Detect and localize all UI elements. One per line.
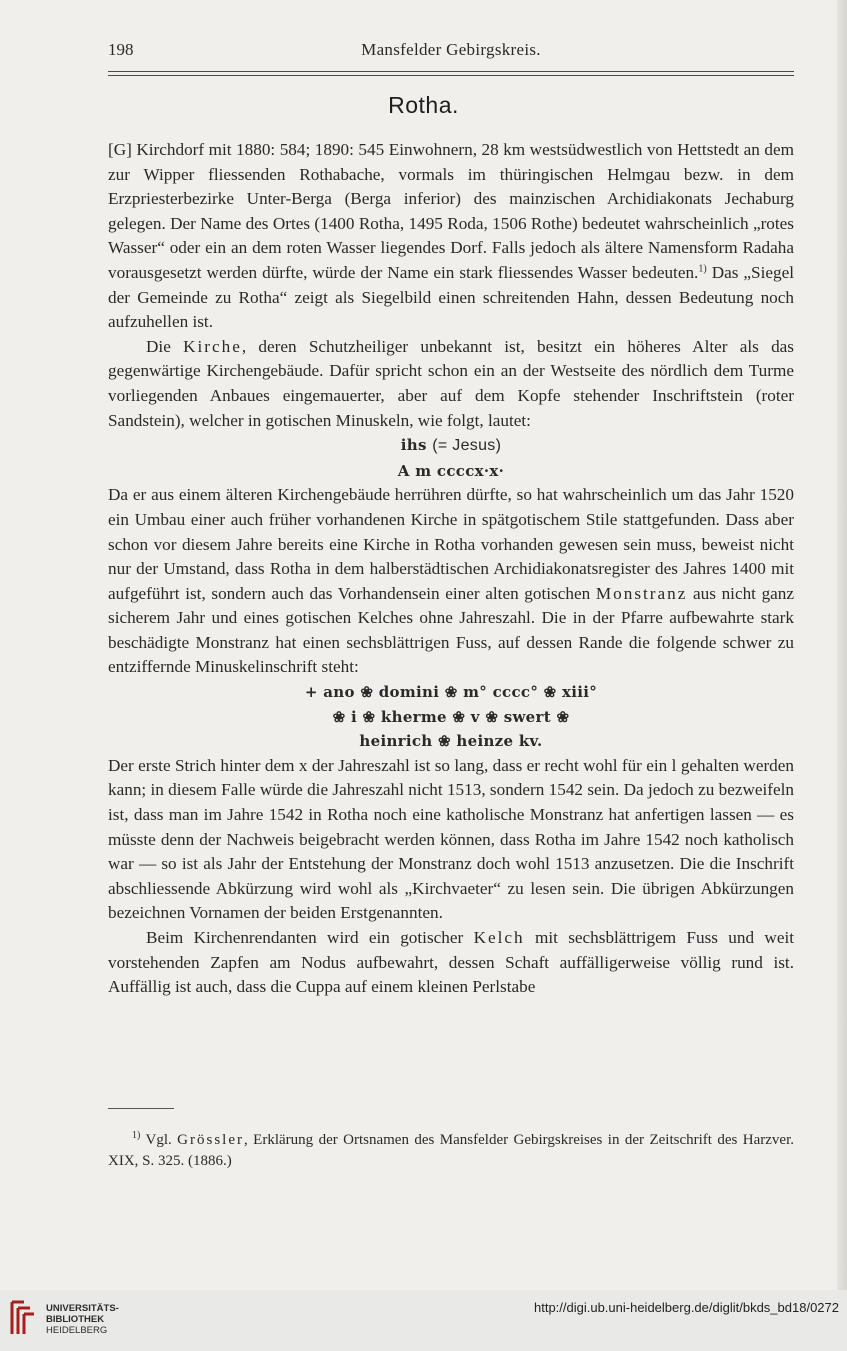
footnote-ref: 1): [698, 263, 707, 275]
inscription-monstranz: [108, 680, 794, 754]
paragraph-umbau: Da er aus einem älteren Kirchengebäude herrühren dürfte, so hat wahrscheinlich um das Jahr 1520 ein Umbau einer auch früher vorhandenen Kirche in spätgotischem Stile stattgefunden. Dass aber schon vor diesem Jahre bereits eine Kirche in Rotha vorhanden gewesen sein muss, beweist nicht nur der Umstand, dass Rotha in dem halberstädtischen Archidiakonatsregister des Jahres 1400 mit aufgeführt ist, sondern auch das Vorhandensein einer alten gotischen Monstranz aus nicht ganz sicherem Jahr und eines gotischen Kelches ohne Jahreszahl. Die in der Pfarre aufbewahrte stark beschädigte Monstranz hat einen sechsblättrigen Fuss, auf dessen Rande die folgende schwer zu entziffernde Minuskelinschrift steht:: [108, 485, 795, 677]
paragraph-kirche: Die Kirche, deren Schutzheiliger unbekannt ist, besitzt ein höheres Alter als das gegenwärtige Kirchengebäude. Dafür spricht schon ein an der Westseite des nördlich dem Turme vorliegenden Anbaues eingemauerter, aber auf dem Kopfe stehender Inschriftstein (roter Sandstein), welcher in gotischen Minuskeln, wie folgt, lautet:: [108, 336, 794, 430]
page-edge-shadow: [837, 0, 847, 1290]
viewer-footer: [0, 1290, 847, 1351]
library-name: UNIVERSITÄTS- BIBLIOTHEK HEIDELBERG: [46, 1303, 119, 1336]
term-monstranz: Monstranz: [595, 583, 688, 603]
paragraph-intro: [G] Kirchdorf mit 1880: 584; 1890: 545 Einwohnern, 28 km westsüdwestlich von Hettstedt an dem zur Wipper fliessenden Rothabache, vormals im thüringischen Helmgau bezw. in dem Erzpriesterbezirke Unter-Berga (Berga inferior) des mainzischen Archidiakonats Jechaburg gelegen. Der Name des Ortes (1400 Rotha, 1495 Roda, 1506 Rothe) bedeutet wahrscheinlich „rotes Wasser“ oder ein an dem roten Wasser liegendes Dorf. Falls jedoch als ältere Namensform Radaha vorausgesetzt werden dürfte, würde der Name ein stark fliessendes Wasser bedeuten.$^{1)}$ Das „Siegel der Gemeinde zu Rotha“ zeigt als Siegelbild einen schreitenden Hahn, dessen Bedeutung noch aufzuhellen ist.: [108, 140, 794, 332]
running-title: Mansfelder Gebirgskreis.: [361, 40, 541, 59]
body-text: [108, 138, 794, 1000]
inscription-monstranz-line3: heinrich ❀ heinze kv.: [359, 732, 543, 751]
term-kirche: Kirche: [183, 336, 242, 356]
page-number: 198: [108, 40, 134, 59]
footnote-author: Grössler: [177, 1132, 244, 1148]
paragraph-kelch: Beim Kirchenrendanten wird ein gotischer Kelch mit sechsblättrigem Fuss und weit vorstehenden Zapfen am Nodus aufbewahrt, dessen Schaft auffälligerweise völlig rund ist. Auffällig ist auch, dass die Cuppa auf einem kleinen Perlstabe: [108, 928, 794, 997]
inscription-stone-line2: A m ccccx·x·: [397, 461, 505, 480]
header-double-rule: [108, 71, 794, 76]
inscription-stone: [108, 433, 794, 483]
footnote: $^{1)}$ Vgl. Grössler, Erklärung der Ortsnamen des Mansfelder Gebirgskreises in der Zeitschrift des Harzver. XIX, S. 325. (1886.): [108, 1130, 794, 1169]
footnote-rule: [108, 1108, 174, 1109]
running-head: [108, 40, 794, 66]
inscription-monstranz-line1: + ano ❀ domini ❀ m° cccc° ❀ xiii°: [304, 683, 598, 702]
term-kelch: Kelch: [473, 928, 525, 947]
section-title: Rotha.: [388, 92, 459, 118]
inscription-monstranz-line2: ❀ i ❀ kherme ❀ v ❀ swert ❀: [332, 707, 570, 726]
inscription-stone-line1: ihs (= Jesus): [400, 436, 502, 455]
university-logo-icon: [8, 1298, 38, 1338]
permalink-url[interactable]: http://digi.ub.uni-heidelberg.de/diglit/bkds_bd18/0272: [533, 1300, 839, 1315]
paragraph-jahreszahl: Der erste Strich hinter dem x der Jahreszahl ist so lang, dass er recht wohl für ein l gehalten werden kann; in diesem Falle würde die Jahreszahl nicht 1513, sondern 1542 sein. Da jedoch zu bezweifeln ist, dass man im Jahre 1542 in Rotha noch eine katholische Monstranz hat anfertigen lassen — es müsste denn der Nachweis beigebracht werden können, dass Rotha im Jahre 1542 noch katholisch war — so ist als Jahr der Entstehung der Monstranz doch wohl 1513 anzusetzen. Die die Inschrift abschliessende Abkürzung wird wohl als „Kirchvaeter“ zu lesen sein. Die übrigen Abkürzungen bezeichnen Vornamen der beiden Erstgenannten.: [108, 755, 794, 923]
